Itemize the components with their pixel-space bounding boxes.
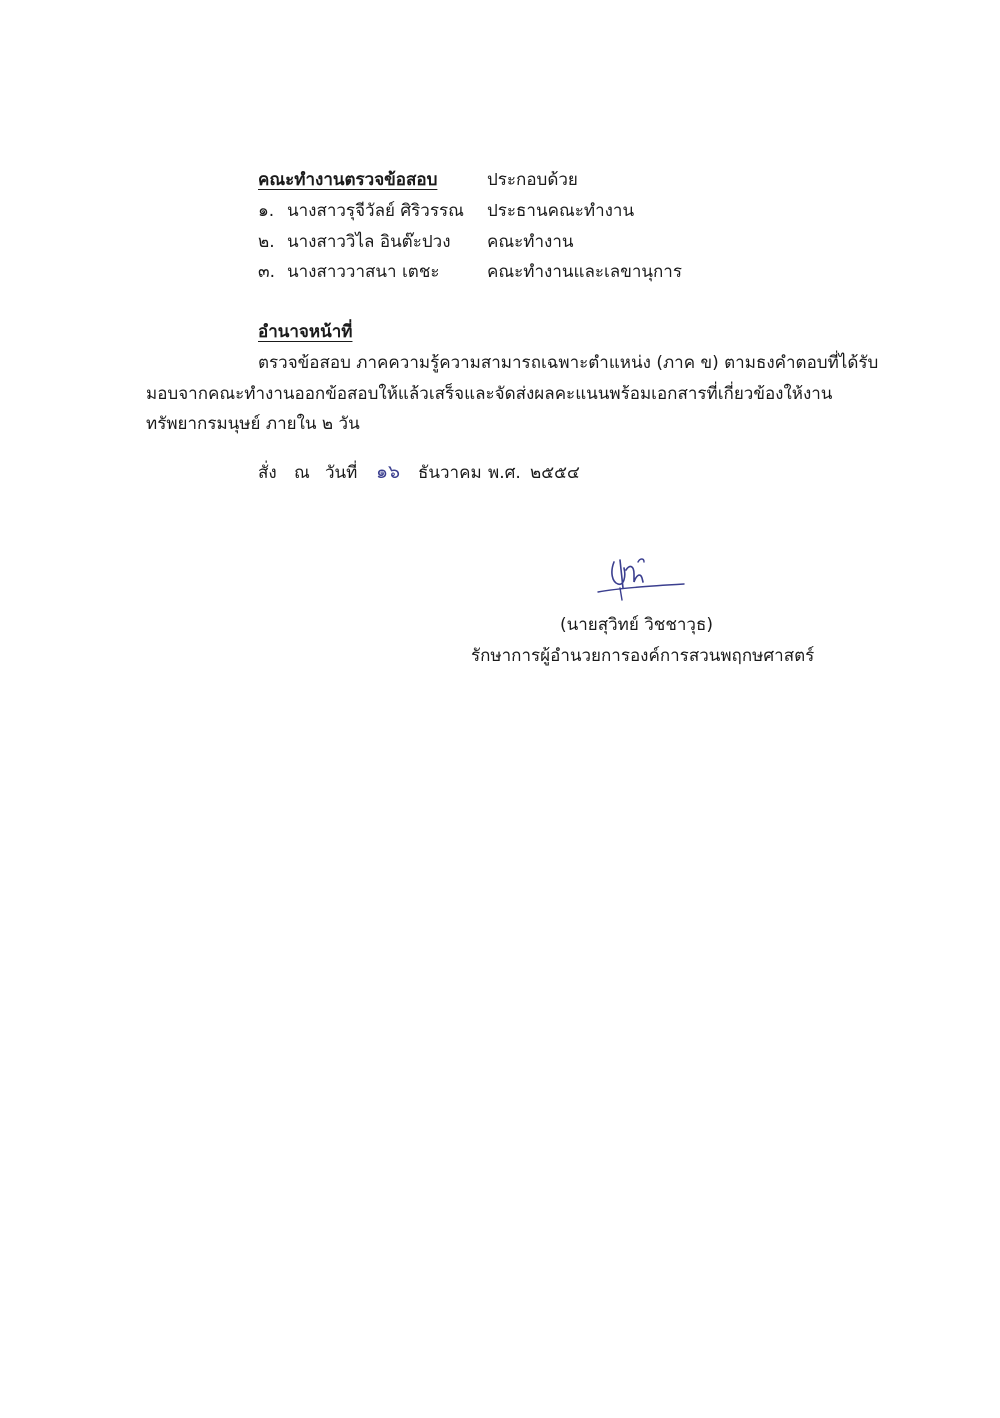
- duties-paragraph-line: ทรัพยากรมนุษย์ ภายใน ๒ วัน: [146, 414, 360, 434]
- order-era: พ.ศ.: [488, 463, 521, 483]
- working-group-heading-suffix: ประกอบด้วย: [487, 170, 578, 190]
- signatory-position: รักษาการผู้อำนวยการองค์การสวนพฤกษศาสตร์: [471, 646, 815, 666]
- order-prefix: สั่ง: [258, 463, 277, 483]
- member-number: ๓.: [258, 262, 276, 282]
- order-day-value: ๑๖: [376, 461, 401, 483]
- member-name: นางสาวรุจีวัลย์ ศิริวรรณ: [287, 201, 464, 221]
- duties-heading: อำนาจหน้าที่: [258, 322, 353, 342]
- order-at: ณ: [294, 463, 310, 483]
- handwritten-signature: [590, 548, 690, 608]
- member-role: คณะทำงานและเลขานุการ: [487, 262, 682, 282]
- order-year: ๒๕๕๔: [530, 463, 580, 483]
- duties-paragraph-line: มอบจากคณะทำงานออกข้อสอบให้แล้วเสร็จและจัดส่งผลคะแนนพร้อมเอกสารที่เกี่ยวข้องให้งาน: [146, 384, 833, 404]
- member-name: นางสาววิไล อินต๊ะปวง: [287, 232, 451, 252]
- member-number: ๒.: [258, 232, 275, 252]
- member-role: ประธานคณะทำงาน: [487, 201, 635, 221]
- duties-paragraph-line: ตรวจข้อสอบ ภาคความรู้ความสามารถเฉพาะตำแหน่ง (ภาค ข) ตามธงคำตอบที่ได้รับ: [258, 353, 879, 373]
- order-day-label: วันที่: [325, 463, 358, 483]
- working-group-heading: คณะทำงานตรวจข้อสอบ: [258, 170, 438, 190]
- signatory-name: (นายสุวิทย์ วิชชาวุธ): [560, 615, 713, 635]
- member-name: นางสาววาสนา เตชะ: [287, 262, 440, 282]
- member-role: คณะทำงาน: [487, 232, 574, 252]
- order-month: ธันวาคม: [418, 463, 482, 483]
- member-number: ๑.: [258, 201, 275, 221]
